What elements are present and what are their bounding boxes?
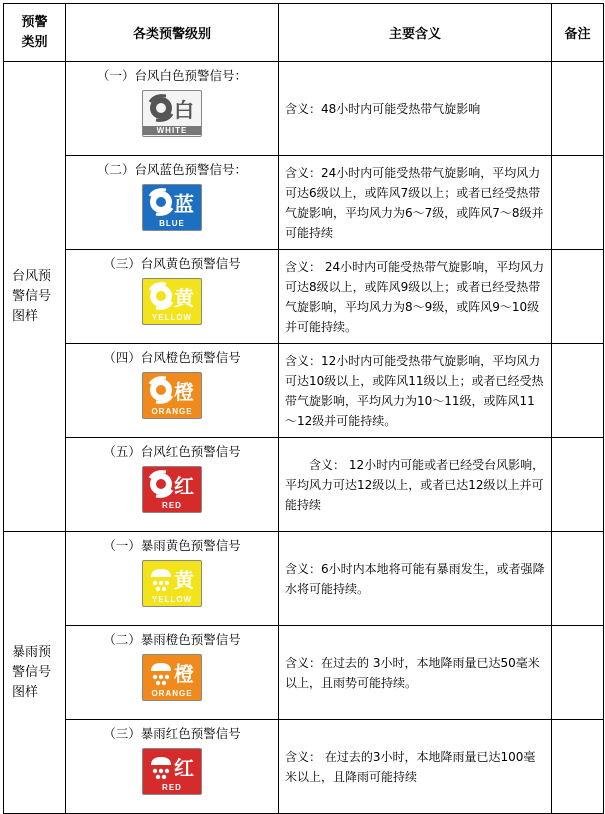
typhoon-icon [146, 375, 176, 405]
typhoon-icon [146, 281, 176, 311]
rain-icon [146, 751, 176, 781]
remarks-cell [552, 62, 604, 156]
signal-title: （三）台风黄色预警信号 [103, 256, 241, 271]
meaning-cell: 含义：12小时内可能受热带气旋影响，平均风力可达10级以上，或阵风11级以上；或者已经受热带气旋影响，平均风力为10～11级，或阵风11～12级并可能持续。 [279, 344, 552, 438]
signal-icon-label: BLUE [159, 219, 185, 228]
header-meaning: 主要含义 [279, 4, 552, 62]
signal-title: （四）台风橙色预警信号 [103, 350, 241, 365]
meaning-cell: 含义：24小时内可能受热带气旋影响，平均风力可达6级以上，或阵风7级以上；或者已经受热带气旋影响，平均风力为6～7级，或阵风7～8级并可能持续 [279, 156, 552, 250]
remarks-cell [552, 438, 604, 532]
signal-icon-char: 红 [174, 756, 194, 780]
signal-icon [142, 184, 202, 231]
header-levels: 各类预警级别 [66, 4, 279, 62]
signal-icon-label: ORANGE [151, 407, 193, 416]
category-cell: 台风预 警信号 图样 [4, 62, 66, 532]
remarks-cell [552, 720, 604, 814]
signal-title: （五）台风红色预警信号 [103, 444, 241, 459]
header-category: 预警 类别 [4, 4, 66, 62]
rain-icon [146, 657, 176, 687]
meaning-cell: 含义：6小时内本地将可能有暴雨发生，或者强降水将可能持续。 [279, 532, 552, 626]
signal-cell [66, 250, 279, 344]
signal-icon [142, 90, 202, 137]
typhoon-icon [146, 93, 176, 123]
rain-icon [146, 563, 176, 593]
signal-cell [66, 62, 279, 156]
signal-icon-label: YELLOW [151, 595, 193, 604]
meaning-cell: 含义： 24小时内可能受热带气旋影响，平均风力可达8级以上，或阵风9级以上；或者已经受热带气旋影响，平均风力为8～9级，或阵风9～10级并可能持续。 [279, 250, 552, 344]
signal-icon-label: ORANGE [151, 689, 193, 698]
signal-title: （三）暴雨红色预警信号 [103, 726, 241, 741]
meaning-cell: 含义： 12小时内可能或者已经受台风影响，平均风力可达12级以上，或者已达12级以上并可能持续 [279, 438, 552, 532]
header-row [4, 4, 604, 62]
signal-cell [66, 438, 279, 532]
remarks-cell [552, 250, 604, 344]
signal-title: （二）暴雨橙色预警信号 [103, 632, 241, 647]
typhoon-icon [146, 469, 176, 499]
signal-icon-char: 黄 [174, 286, 194, 310]
signal-icon-char: 红 [174, 474, 194, 498]
signal-icon-char: 橙 [174, 662, 194, 686]
signal-icon [142, 748, 202, 795]
signal-icon [142, 654, 202, 701]
signal-icon-label: RED [162, 501, 182, 510]
signal-icon [142, 560, 202, 607]
signal-icon-char: 白 [174, 98, 194, 122]
signal-icon-char: 黄 [174, 568, 194, 592]
meaning-cell: 含义：48小时内可能受热带气旋影响 [279, 62, 552, 156]
table-row [4, 720, 604, 814]
remarks-cell [552, 626, 604, 720]
signal-icon-char: 橙 [174, 380, 194, 404]
signal-cell [66, 626, 279, 720]
signal-cell [66, 344, 279, 438]
signal-icon [142, 466, 202, 513]
remarks-cell [552, 532, 604, 626]
signal-icon-label: YELLOW [151, 313, 193, 322]
table-row [4, 156, 604, 250]
typhoon-icon [146, 187, 176, 217]
signal-title: （一）暴雨黄色预警信号 [103, 538, 241, 553]
remarks-cell [552, 156, 604, 250]
header-remarks: 备注 [552, 4, 604, 62]
table-row [4, 62, 604, 156]
signal-title: （二）台风蓝色预警信号： [96, 162, 247, 177]
signal-icon [142, 278, 202, 325]
table-row [4, 250, 604, 344]
signal-icon-label: RED [162, 783, 182, 792]
table-body [4, 62, 604, 814]
signal-cell [66, 720, 279, 814]
table-row [4, 532, 604, 626]
table-row [4, 344, 604, 438]
table-row [4, 626, 604, 720]
remarks-cell [552, 344, 604, 438]
signal-icon [142, 372, 202, 419]
meaning-cell: 含义：在过去的 3小时，本地降雨量已达50毫米以上，且雨势可能持续。 [279, 626, 552, 720]
table-row [4, 438, 604, 532]
signal-title: （一）台风白色预警信号： [96, 68, 247, 83]
meaning-cell: 含义： 在过去的3小时，本地降雨量已达100毫米以上，且降雨可能持续 [279, 720, 552, 814]
signal-icon-char: 蓝 [174, 192, 194, 216]
signal-cell [66, 156, 279, 250]
category-cell: 暴雨预 警信号 图样 [4, 532, 66, 814]
signal-cell [66, 532, 279, 626]
signal-icon-label: WHITE [143, 126, 201, 135]
warning-signal-table [3, 3, 604, 814]
